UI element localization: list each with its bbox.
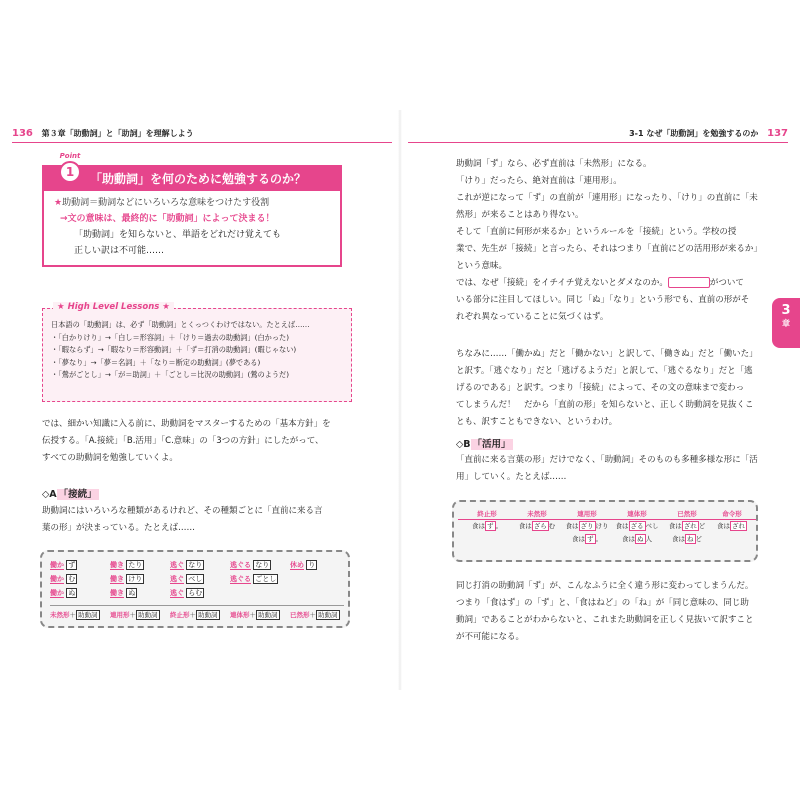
text-line: 然形」が来ることはあり得ない。 xyxy=(456,210,584,220)
text-line: いる部分に注目してほしい。同じ「ぬ」「なり」という形でも、直前の形がそ xyxy=(456,295,750,305)
left-page-number: 136 xyxy=(12,128,33,139)
hl-line: ・「鶯がごとし」→「が＝助詞」＋「ごとし＝比況の助動詞」(鶯のようだ) xyxy=(51,370,290,379)
section-b-paragraph xyxy=(456,452,772,486)
text-line: 助動詞にはいろいろな種類があるけれど、その種類ごとに「直前に来る言 xyxy=(42,506,323,516)
text-line: 動詞」であることがわからないと、これまた助動詞を正しく見抜いて訳すこと xyxy=(456,615,754,625)
point-line-4: 正しい訳は不可能…… xyxy=(74,246,165,256)
section-b-prefix: ◇B xyxy=(456,439,471,450)
point-body xyxy=(44,191,340,263)
section-b-keyword: 「活用」 xyxy=(472,439,511,450)
example-footer: 終止形＋ 助動詞 xyxy=(170,611,218,619)
hl-line: ・「暇ならず」→「暇なり＝形容動詞」＋「ず＝打消の助動詞」(暇じゃない) xyxy=(51,345,297,354)
conjugation-cell: 食は ざる べし xyxy=(615,522,659,530)
section-b-heading xyxy=(456,436,513,450)
conjugation-head: 終止形 xyxy=(458,508,516,520)
left-running-header xyxy=(12,128,194,139)
example-column xyxy=(290,558,348,572)
left-header-title: 第３章「助動詞」と「助詞」を理解しよう xyxy=(41,129,194,138)
text-line: 助動詞「ず」なら、必ず直前は「未然形」になる。 xyxy=(456,159,652,169)
example-item: 逃ぐ らむ xyxy=(170,589,203,597)
chapter-tab-label: 章 xyxy=(782,319,790,328)
high-level-lessons-body xyxy=(43,309,351,382)
text-line: 伝授する。「A.接続」「B.活用」「C.意味」の「3つの方針」にしたがって、 xyxy=(42,436,324,446)
intro-paragraph xyxy=(42,416,358,467)
example-item: 働き ぬ xyxy=(110,589,136,597)
conjugation-cell: 食は ぬ 人 xyxy=(622,535,652,543)
example-item: 働か む xyxy=(50,575,76,583)
point-line-1: ★助動詞＝動詞などにいろいろな意味をつけたす役割 xyxy=(54,198,270,208)
text-line: つまり「食はず」の「ず」と、「食はねど」の「ね」が「同じ意味の、同じ助 xyxy=(456,598,749,608)
conjugation-cell: 食は ざれ xyxy=(717,522,745,530)
left-header-rule xyxy=(12,142,392,143)
text-line: 葉の形」が決まっている。たとえば…… xyxy=(42,523,196,533)
section-a-prefix: ◇A xyxy=(42,489,57,500)
example-column xyxy=(230,558,288,586)
text-line: てしまうんだ！ だから「直前の形」を知らないと、正しく助動詞を見抜くこ xyxy=(456,400,754,410)
text-line: という意味。 xyxy=(456,261,508,271)
right-paragraph-3 xyxy=(456,578,772,646)
example-footer: 連体形＋ 助動詞 xyxy=(230,611,278,619)
example-divider xyxy=(50,605,344,606)
point-line-2: →文の意味は、最終的に「助動詞」によって決まる！ xyxy=(60,214,275,224)
text-line: 用」していく。たとえば…… xyxy=(456,472,567,482)
example-item: 逃ぐる ごとし xyxy=(230,575,277,583)
star-icon: ★ xyxy=(54,198,63,208)
section-a-keyword: 「接続」 xyxy=(58,489,97,500)
text-line: とも、訳すこともできない、というわけ。 xyxy=(456,417,618,427)
example-box xyxy=(40,550,350,628)
text-line: すべての助動詞を勉強していくよ。 xyxy=(42,453,178,463)
high-level-lessons-box xyxy=(42,302,352,402)
example-item: 逃ぐ べし xyxy=(170,575,203,583)
right-header-title: 3-1 なぜ「助動詞」を勉強するのか xyxy=(629,129,759,138)
text-line: そして「直前に何形が来るか」というルールを「接続」という。学校の授 xyxy=(456,227,737,237)
example-footer: 已然形＋ 助動詞 xyxy=(290,611,338,619)
example-item: 休め り xyxy=(290,561,316,569)
conjugation-head: 未然形 xyxy=(508,508,566,520)
chapter-tab-number: 3 xyxy=(781,303,791,318)
text-line: これが逆になって「ず」の直前が「連用形」になったり、「けり」の直前に「未 xyxy=(456,193,758,203)
point-line-3: 「助動詞」を知らないと、単語をどれだけ覚えても xyxy=(74,230,282,240)
highlight-box-sample xyxy=(668,277,710,288)
right-paragraph-1 xyxy=(456,156,772,326)
text-line: れぞれ異なっていることに気づくはず。 xyxy=(456,312,609,322)
text-line: ちなみに……「働かぬ」だと「働かない」と訳して、「働きぬ」だと「働いた」 xyxy=(456,349,758,359)
conjugation-column xyxy=(708,508,756,533)
point-badge-number: 1 xyxy=(59,161,81,183)
text-line: 業で、先生が「接続」と言ったら、それはつまり「直前にどの活用形が来るか」 xyxy=(456,244,762,254)
example-column xyxy=(170,558,228,600)
conjugation-head: 連用形 xyxy=(558,508,616,520)
example-item: 働き けり xyxy=(110,575,143,583)
example-item: 働き たり xyxy=(110,561,143,569)
text-line: では、細かい知識に入る前に、助動詞をマスターするための「基本方針」を xyxy=(42,419,331,429)
hl-line: ・「白かりけり」→「白し＝形容詞」＋「けり＝過去の助動詞」(白かった) xyxy=(51,332,290,342)
conjugation-cell: 食は ず 。 xyxy=(472,522,502,530)
right-paragraph-2 xyxy=(456,346,772,431)
conjugation-cell: 食は ね ど xyxy=(672,535,702,543)
right-running-header xyxy=(629,128,788,139)
hl-line: 日本語の「助動詞」は、必ず「助動詞」とくっつくわけではない。たとえば…… xyxy=(51,320,310,329)
example-footer: 未然形＋ 助動詞 xyxy=(50,611,98,619)
section-a-heading xyxy=(42,486,99,500)
section-a-paragraph xyxy=(42,503,358,537)
conjugation-cell: 食は ざら む xyxy=(518,522,556,530)
conjugation-head: 已然形 xyxy=(658,508,716,520)
text-line: が不可能になる。 xyxy=(456,632,525,642)
point-box xyxy=(42,152,342,267)
example-item: 働か ぬ xyxy=(50,589,76,597)
conjugation-box xyxy=(452,500,758,562)
example-column xyxy=(110,558,168,600)
conjugation-head: 命令形 xyxy=(708,508,756,520)
example-item: 逃ぐる なり xyxy=(230,561,270,569)
conjugation-cell: 食は ざれ ど xyxy=(668,522,706,530)
point-badge-word: Point xyxy=(59,152,81,160)
example-item: 逃ぐ なり xyxy=(170,561,203,569)
point-title: 「助動詞」を何のために勉強するのか？ xyxy=(44,167,340,191)
text-line: げるのである」と訳す。つまり「接続」によって、その文の意味まで変わっ xyxy=(456,383,745,393)
conjugation-cell: 食は ざり けり xyxy=(565,522,609,530)
text-line: 「直前に来る言葉の形」だけでなく、「助動詞」そのものも多種多様な形に「活 xyxy=(456,455,758,465)
text-line: では、なぜ「接続」をイチイチ覚えないとダメなのか。 がついて xyxy=(456,278,744,288)
example-footer: 連用形＋ 助動詞 xyxy=(110,611,158,619)
example-column xyxy=(50,558,108,600)
right-header-rule xyxy=(408,142,788,143)
conjugation-cell: 食は ず 。 xyxy=(572,535,602,543)
conjugation-head: 連体形 xyxy=(608,508,666,520)
point-badge xyxy=(54,152,86,192)
high-level-lessons-title: ★ High Level Lessons ★ xyxy=(53,302,174,312)
hl-line: ・「夢なり」→「夢＝名詞」＋「なり＝断定の助動詞」(夢である) xyxy=(51,357,261,367)
example-item: 働か ず xyxy=(50,561,76,569)
right-page-number: 137 xyxy=(767,128,788,139)
text-line: 「けり」だったら、絶対直前は「連用形」。 xyxy=(456,176,622,186)
text-line: と訳す。「逃ぐなり」だと「逃げるようだ」と訳して、「逃ぐるなり」だと「逃 xyxy=(456,366,753,376)
chapter-side-tab xyxy=(772,298,800,348)
text-line: 同じ打消の助動詞「ず」が、こんなふうに全く違う形に変わってしまうんだ。 xyxy=(456,581,754,591)
